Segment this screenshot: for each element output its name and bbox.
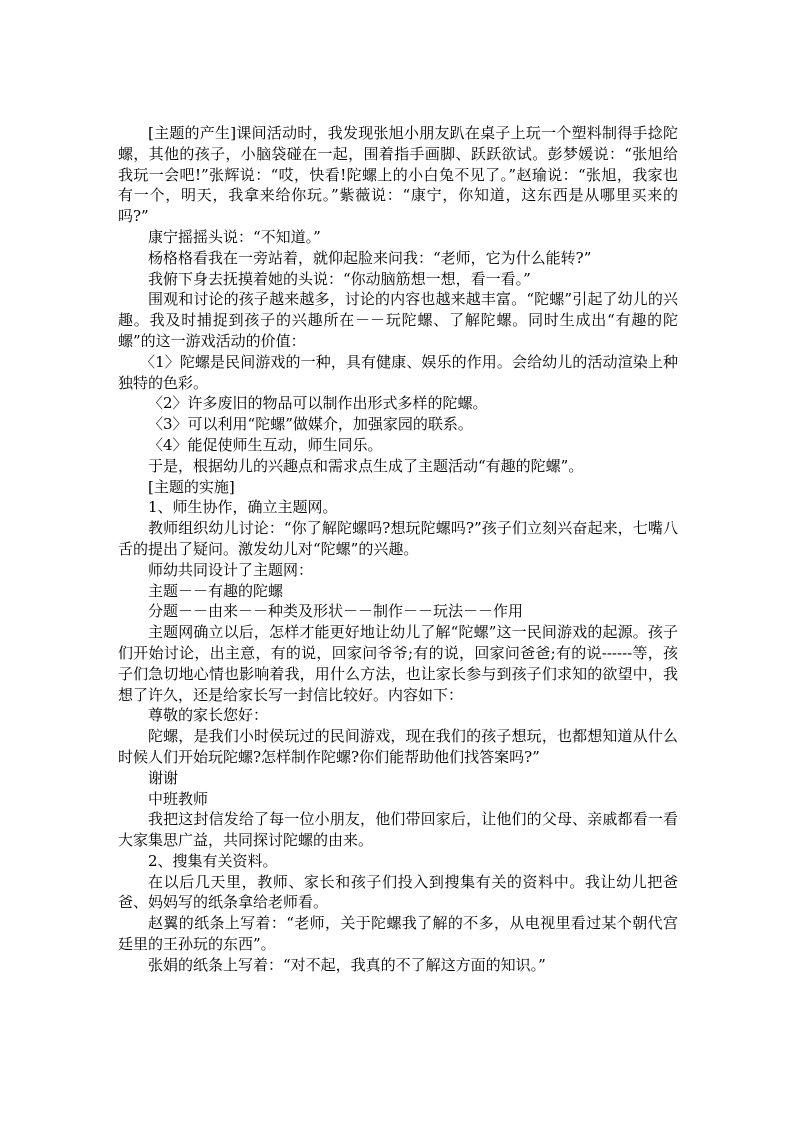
paragraph-discussion: 围观和讨论的孩子越来越多，讨论的内容也越来越丰富。“陀螺”引起了幼儿的兴趣。我及时捕捉到孩子的兴趣所在－－玩陀螺、了解陀螺。同时生成出“有趣的陀螺”的这一游戏活动的价值： — [118, 290, 678, 350]
letter-body: 陀螺，是我们小时侯玩过的民间游戏，现在我们的孩子想玩，也都想知道从什么时候人们开始玩陀螺?怎样制作陀螺?你们能帮助他们找答案吗?” — [118, 727, 678, 766]
paragraph-theme-web-intro: 师幼共同设计了主题网： — [148, 560, 314, 579]
paragraph-theme-title: 主题－－有趣的陀螺 — [148, 581, 284, 600]
paragraph-zhangjuan-note: 张娟的纸条上写着：“对不起，我真的不了解这方面的知识。” — [148, 955, 546, 974]
paragraph-value-2: 〈2〉许多废旧的物品可以制作出形式多样的陀螺。 — [148, 394, 488, 413]
paragraph-yanggege-question: 杨格格看我在一旁站着，就仰起脸来问我：“老师，它为什么能转?” — [148, 248, 592, 267]
letter-greeting: 尊敬的家长您好： — [148, 706, 269, 725]
paragraph-zhaoyi-note: 赵翼的纸条上写着：“老师，关于陀螺我了解的不多，从电视里看过某个朝代宫廷里的王孙玩的东西”。 — [118, 914, 678, 954]
paragraph-subtopics: 分题－－由来－－种类及形状－－制作－－玩法－－作用 — [148, 602, 524, 621]
section-heading-implementation: [主题的实施] — [148, 477, 235, 496]
paragraph-theme-generated: 于是，根据幼儿的兴趣点和需求点生成了主题活动“有趣的陀螺”。 — [148, 456, 584, 475]
paragraph-theme-origin: [主题的产生]课间活动时，我发现张旭小朋友趴在桌子上玩一个塑料制得手捻陀螺，其他的孩子，小脑袋碰在一起，围着指手画脚、跃跃欲试。彭梦媛说：“张旭给我玩一会吧!”张辉说：“哎，快看!陀螺上的小白兔不见了。”赵瑜说：“张旭，我家也有一个，明天，我拿来给你玩。”紫薇说：“康宁，你知道，这东西是从哪里买来的吗?” — [118, 124, 678, 226]
paragraph-value-3: 〈3〉可以利用“陀螺”做媒介，加强家园的联系。 — [148, 415, 473, 434]
paragraph-teacher-reply: 我俯下身去抚摸着她的头说：“你动脑筋想一想，看一看。” — [148, 269, 531, 288]
paragraph-teacher-discussion: 教师组织幼儿讨论：“你了解陀螺吗?想玩陀螺吗?”孩子们立刻兴奋起来，七嘴八舌的提出了疑问。激发幼儿对“陀螺”的兴趣。 — [118, 519, 678, 558]
document-body — [118, 123, 678, 976]
letter-thanks: 谢谢 — [148, 768, 179, 787]
step-heading-2: 2、搜集有关资料。 — [148, 851, 278, 870]
paragraph-theme-web-established: 主题网确立以后，怎样才能更好地让幼儿了解“陀螺”这一民间游戏的起源。孩子们开始讨论，出主意，有的说，回家问爷爷;有的说，回家问爸爸;有的说------等，孩子们急切地心情也影响着我，用什么方法，也让家长参与到孩子们求知的欲望中，我想了许久，还是给家长写一封信比较好。内容如下： — [118, 623, 678, 704]
paragraph-collecting: 在以后几天里，教师、家长和孩子们投入到搜集有关的资料中。我让幼儿把爸爸、妈妈写的纸条拿给老师看。 — [118, 872, 678, 912]
step-heading-1: 1、师生协作，确立主题网。 — [148, 498, 338, 517]
paragraph-letter-sent: 我把这封信发给了每一位小朋友，他们带回家后，让他们的父母、亲戚都看一看大家集思广益，共同探讨陀螺的由来。 — [118, 810, 678, 850]
letter-signature: 中班教师 — [148, 789, 209, 808]
paragraph-kangning-reply: 康宁摇摇头说：“不知道。” — [148, 227, 321, 246]
paragraph-value-4: 〈4〉能促使师生互动，师生同乐。 — [148, 435, 383, 454]
paragraph-value-1: 〈1〉陀螺是民间游戏的一种，具有健康、娱乐的作用。会给幼儿的活动渲染上种独特的色彩。 — [118, 352, 678, 392]
